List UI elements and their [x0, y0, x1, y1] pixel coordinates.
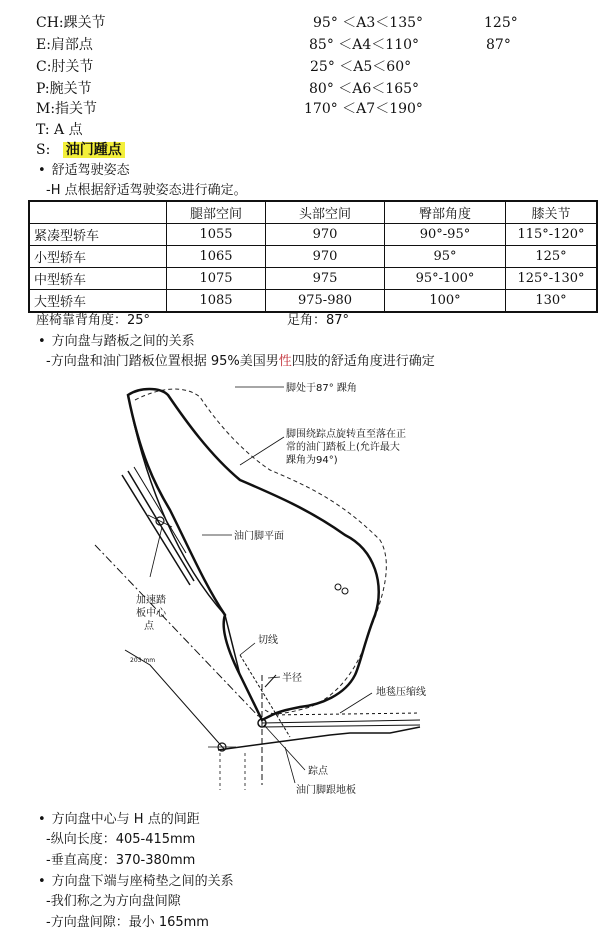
- table-cell: 90°-95°: [385, 224, 506, 246]
- table-cell: 小型轿车: [29, 246, 167, 268]
- label-radius: 半径: [282, 673, 302, 684]
- wheel-pedal-desc-red: 性: [278, 354, 292, 369]
- s-point-row: [36, 141, 125, 159]
- label-pedal-plane: 油门脚平面: [234, 531, 284, 542]
- leader-carpet: [340, 693, 372, 713]
- leader-rotate: [240, 437, 284, 465]
- clearance-called: -我们称之为方向盘间隙: [46, 894, 181, 909]
- carpet-line: [262, 725, 420, 727]
- joint-range-shoulder: 85° ＜A4＜110°: [309, 37, 420, 53]
- label-heel-floor: 油门脚跟地板: [296, 785, 356, 796]
- table-header-cell: 头部空间: [266, 201, 385, 224]
- table-row: [29, 290, 597, 313]
- comfort-title: • 舒适驾驶姿态: [38, 162, 130, 180]
- table-cell: 紧凑型轿车: [29, 224, 167, 246]
- leader-radius: [268, 677, 280, 678]
- table-cell: 1075: [167, 268, 266, 290]
- label-203mm: 203 mm: [130, 657, 156, 664]
- label-accel-2: 板中心: [136, 608, 166, 619]
- leader-heel: [264, 725, 305, 770]
- wheel-pedal-desc-a: -方向盘和油门踏板位置根据 95%美国男: [46, 354, 279, 369]
- wheel-pedal-desc-b: 四肢的舒适角度进行确定: [291, 354, 435, 369]
- pedal-bar: [128, 471, 194, 581]
- distance-title: • 方向盘中心与 H 点的间距: [38, 811, 200, 829]
- table-header-cell: 膝关节: [506, 201, 598, 224]
- table-cell: 95°: [385, 246, 506, 268]
- t-point-label: T: A 点: [36, 122, 83, 138]
- table-cell: 大型轿车: [29, 290, 167, 313]
- joint-label-shoulder: E:肩部点: [36, 37, 93, 53]
- label-accel-1: 加速踏: [136, 595, 166, 606]
- table-cell: 1055: [167, 224, 266, 246]
- wheel-pedal-title: • 方向盘与踏板之间的关系: [38, 333, 195, 351]
- seat-back-angle: 座椅靠背角度：25°: [36, 313, 151, 328]
- table-row: [29, 224, 597, 246]
- label-rotate-2: 常的油门踏板上(允许最大: [286, 442, 400, 453]
- label-foot87: 脚处于87° 踝角: [286, 383, 357, 394]
- table-cell: 975-980: [266, 290, 385, 313]
- leader-accel: [150, 527, 162, 577]
- joint-opt-shoulder: 87°: [486, 37, 511, 53]
- seat-dimension-table: [28, 200, 598, 313]
- joint-range-finger: 170° ＜A7＜190°: [304, 101, 423, 117]
- s-point-prefix: S:: [36, 142, 51, 158]
- label-rotate-1: 脚围绕踪点旋转直至落在正: [286, 429, 406, 440]
- pedal-plane-line: [95, 545, 262, 720]
- ankle-marker-circle: [342, 588, 348, 594]
- label-carpet: 地毯压缩线: [376, 687, 426, 698]
- joint-label-elbow: C:肘关节: [36, 59, 94, 75]
- table-row: [29, 268, 597, 290]
- table-header-cell: [29, 201, 167, 224]
- label-accel-3: 点: [144, 621, 154, 632]
- table-header-cell: 臀部角度: [385, 201, 506, 224]
- table-cell: 1085: [167, 290, 266, 313]
- table-cell: 130°: [506, 290, 598, 313]
- comfort-desc: -H 点根据舒适驾驶姿态进行确定。: [46, 183, 247, 198]
- joint-range-elbow: 25° ＜A5＜60°: [310, 59, 412, 75]
- table-cell: 125°-130°: [506, 268, 598, 290]
- table-cell: 中型轿车: [29, 268, 167, 290]
- table-header-cell: 腿部空间: [167, 201, 266, 224]
- table-cell: 975: [266, 268, 385, 290]
- heel-inner-line: [128, 395, 262, 720]
- floor-line: [218, 727, 420, 750]
- longitudinal-length: -纵向长度：405-415mm: [46, 832, 196, 847]
- leader-heel-floor: [285, 747, 295, 783]
- joint-label-finger: M:指关节: [36, 101, 98, 117]
- radius-arrow-line: [265, 675, 276, 687]
- carpet-dashed-line: [270, 713, 420, 715]
- table-row: [29, 246, 597, 268]
- pedal-foot-diagram: [90, 375, 450, 800]
- joint-label-ankle: CH:踝关节: [36, 15, 106, 31]
- table-cell: 100°: [385, 290, 506, 313]
- vertical-height: -垂直高度：370-380mm: [46, 853, 196, 868]
- joint-range-wrist: 80° ＜A6＜165°: [309, 81, 420, 97]
- table-cell: 95°-100°: [385, 268, 506, 290]
- joint-opt-ankle: 125°: [484, 15, 518, 31]
- foot-angle: 足角：87°: [287, 313, 350, 328]
- table-header-row: [29, 201, 597, 224]
- pedal-bar: [134, 467, 186, 553]
- s-point-highlight: 油门踵点: [63, 142, 125, 158]
- table-cell: 1065: [167, 246, 266, 268]
- label-tangent: 切线: [258, 635, 278, 646]
- table-cell: 125°: [506, 246, 598, 268]
- joint-range-ankle: 95° ＜A3＜135°: [313, 15, 424, 31]
- label-rotate-3: 踝角为94°): [286, 455, 338, 466]
- label-heel: 踪点: [308, 766, 328, 777]
- wheel-pedal-desc: [46, 353, 435, 371]
- table-cell: 970: [266, 224, 385, 246]
- clearance-value: -方向盘间隙：最小 165mm: [46, 915, 209, 930]
- table-cell: 115°-120°: [506, 224, 598, 246]
- leader-tangent: [240, 643, 255, 655]
- table-cell: 970: [266, 246, 385, 268]
- joint-label-wrist: P:腕关节: [36, 81, 92, 97]
- ankle-marker-circle: [335, 584, 341, 590]
- lower-relation-title: • 方向盘下端与座椅垫之间的关系: [38, 873, 234, 891]
- carpet-line: [262, 720, 420, 723]
